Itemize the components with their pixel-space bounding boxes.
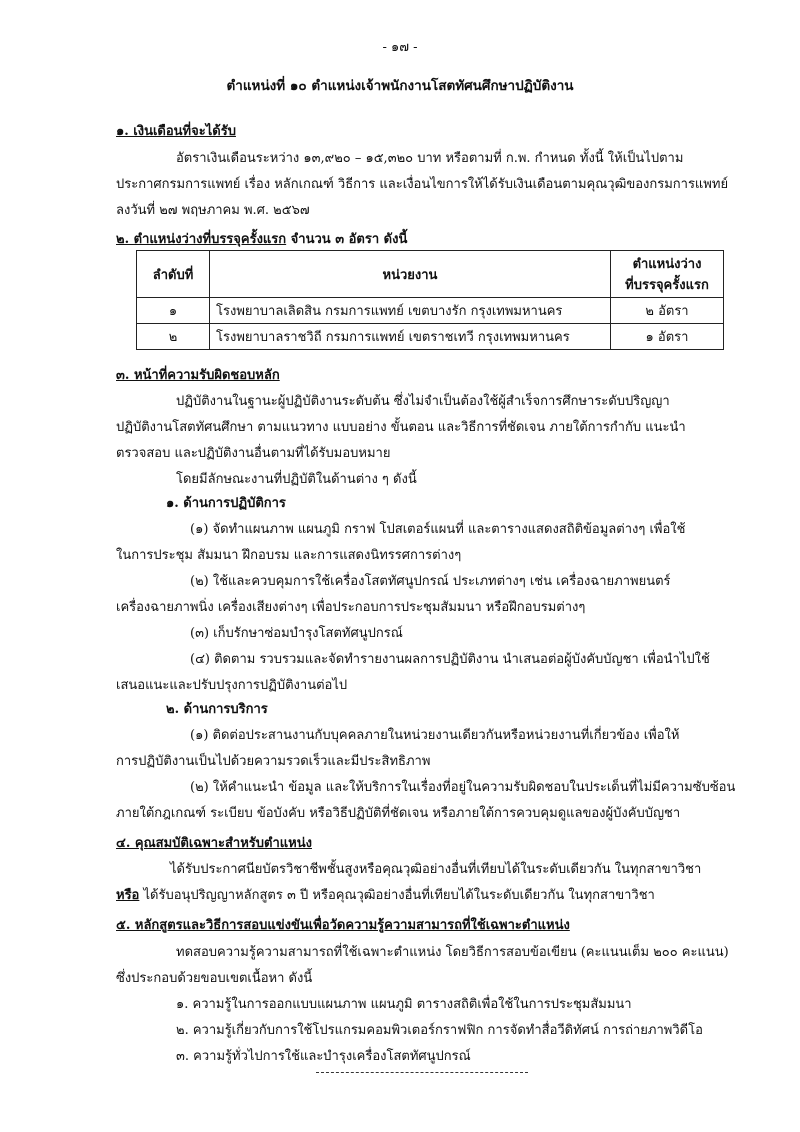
section-4-line: ได้รับประกาศนียบัตรวิชาชีพชั้นสูงหรือคุณวุฒิอย่างอื่นที่เทียบได้ในระดับเดียวกัน ในทุกสาขาวิชา [170,862,702,877]
section-4-line [116,884,716,905]
subsection-operations-heading: ๑. ด้านการปฏิบัติการ [166,496,286,511]
section-3-heading-text: ๓. หน้าที่ความรับผิดชอบหลัก [116,368,280,383]
row-vacancy: ๒ อัตรา [611,298,724,324]
section-4-line-rest: ได้รับอนุปริญญาหลักสูตร ๓ ปี หรือคุณวุฒิอย่างอื่นที่เทียบได้ในระดับเดียวกัน ในทุกสาขาวิชา [139,888,655,903]
column-header-vacancy [611,251,724,298]
section-2-heading-text: ๒. ตำแหน่งว่างที่บรรจุครั้งแรก [116,232,287,247]
operations-item-line: เครื่องฉายภาพนิ่ง เครื่องเสียงต่างๆ เพื่อประกอบการประชุมสัมมนา หรือฝึกอบรมต่างๆ [116,600,586,615]
vacancy-table [136,250,724,350]
table-row [137,324,724,350]
exam-scope-item: ๑. ความรู้ในการออกแบบแผนภาพ แผนภูมิ ตารางสถิติเพื่อใช้ในการประชุมสัมมนา [176,997,632,1012]
section-4-or: หรือ [116,888,140,903]
section-5-line: ซึ่งประกอบด้วยขอบเขตเนื้อหา ดังนี้ [116,971,313,986]
operations-item-line: เสนอแนะและปรับปรุงการปฏิบัติงานต่อไป [116,678,348,693]
service-item-line: (๑) ติดต่อประสานงานกับบุคคลภายในหน่วยงานเดียวกันหรือหน่วยงานที่เกี่ยวข้อง เพื่อให้ [190,728,680,743]
table-row [137,298,724,324]
section-2-heading [116,228,716,249]
section-5-heading-text: ๕. หลักสูตรและวิธีการสอบแข่งขันเพื่อวัดความรู้ความสามารถที่ใช้เฉพาะตำแหน่ง [116,918,570,933]
service-item-line: (๒) ให้คำแนะนำ ข้อมูล และให้บริการในเรื่องที่อยู่ในความรับผิดชอบในประเด็นที่ไม่มีความซับซ้อน [190,780,736,795]
column-header-unit: หน่วยงาน [210,251,611,298]
page-title: ตำแหน่งที่ ๑๐ ตำแหน่งเจ้าพนักงานโสตทัศนศึกษาปฏิบัติงาน [226,78,574,94]
row-order: ๑ [137,298,210,324]
section-1-line: ลงวันที่ ๒๗ พฤษภาคม พ.ศ. ๒๕๖๗ [116,203,310,218]
operations-item-line: (๓) เก็บรักษาซ่อมบำรุงโสตทัศนูปกรณ์ [190,626,403,641]
section-3-intro-line: ปฏิบัติงานโสตทัศนศึกษา ตามแนวทาง แบบอย่าง ขั้นตอน และวิธีการที่ชัดเจน ภายใต้การกำกับ แนะนำ [116,420,686,435]
section-3-intro-line: ปฏิบัติงานในฐานะผู้ปฏิบัติงานระดับต้น ซึ่งไม่จำเป็นต้องใช้ผู้สำเร็จการศึกษาระดับปริญญา [176,394,670,409]
row-order: ๒ [137,324,210,350]
section-1-heading-text: ๑. เงินเดือนที่จะได้รับ [116,124,236,139]
row-unit: โรงพยาบาลเลิดสิน กรมการแพทย์ เขตบางรัก กรุงเทพมหานคร [210,298,611,324]
operations-item-line: (๑) จัดทำแผนภาพ แผนภูมิ กราฟ โปสเตอร์แผนที่ และตารางแสดงสถิติข้อมูลต่างๆ เพื่อใช้ [190,522,686,537]
operations-item-line: ในการประชุม สัมมนา ฝึกอบรม และการแสดงนิทรรศการต่างๆ [116,548,462,563]
exam-scope-item: ๓. ความรู้ทั่วไปการใช้และบำรุงเครื่องโสตทัศนูปกรณ์ [176,1049,471,1064]
column-header-order: ลำดับที่ [137,251,210,298]
subsection-service-heading: ๒. ด้านการบริการ [166,702,268,717]
section-3-lead: โดยมีลักษณะงานที่ปฏิบัติในด้านต่าง ๆ ดังนี้ [176,472,417,487]
section-5-heading [116,914,716,935]
row-vacancy: ๑ อัตรา [611,324,724,350]
section-1-line: อัตราเงินเดือนระหว่าง ๑๓,๙๒๐ – ๑๕,๓๒๐ บาท หรือตามที่ ก.พ. กำหนด ทั้งนี้ ให้เป็นไปตาม [176,151,684,166]
section-1-heading [116,120,716,141]
section-1-line: ประกาศกรมการแพทย์ เรื่อง หลักเกณฑ์ วิธีการ และเงื่อนไขการให้ได้รับเงินเดือนตามคุณวุฒิของกรมการแพทย์ [116,177,729,192]
operations-item-line: (๔) ติดตาม รวบรวมและจัดทำรายงานผลการปฏิบัติงาน นำเสนอต่อผู้บังคับบัญชา เพื่อนำไปใช้ [190,652,710,667]
section-4-heading [116,832,716,853]
operations-item-line: (๒) ใช้และควบคุมการใช้เครื่องโสตทัศนูปกรณ์ ประเภทต่างๆ เช่น เครื่องฉายภาพยนตร์ [190,574,671,589]
section-5-line: ทดสอบความรู้ความสามารถที่ใช้เฉพาะตำแหน่ง โดยวิธีการสอบข้อเขียน (คะแนนเต็ม ๒๐๐ คะแนน) [176,945,729,960]
end-divider [316,1072,528,1073]
section-3-intro-line: ตรวจสอบ และปฏิบัติงานอื่นตามที่ได้รับมอบหมาย [116,446,391,461]
section-4-heading-text: ๔. คุณสมบัติเฉพาะสำหรับตำแหน่ง [116,836,312,851]
row-unit: โรงพยาบาลราชวิถี กรมการแพทย์ เขตราชเทวี กรุงเทพมหานคร [210,324,611,350]
section-3-heading [116,364,716,385]
service-item-line: ภายใต้กฎเกณฑ์ ระเบียบ ข้อบังคับ หรือวิธีปฏิบัติที่ชัดเจน หรือภายใต้การควบคุมดูแลของผู้บังคับบัญชา [116,806,681,821]
column-header-vacancy-line1: ตำแหน่งว่าง [632,257,702,272]
page-number: - ๑๗ - [382,40,418,55]
service-item-line: การปฏิบัติงานเป็นไปด้วยความรวดเร็วและมีประสิทธิภาพ [116,754,431,769]
table-header-row [137,251,724,298]
section-2-heading-tail: จำนวน ๓ อัตรา ดังนี้ [286,232,408,247]
exam-scope-item: ๒. ความรู้เกี่ยวกับการใช้โปรแกรมคอมพิวเตอร์กราฟฟิก การจัดทำสื่อวีดิทัศน์ การถ่ายภาพวิดีโอ [176,1023,703,1038]
column-header-vacancy-line2: ที่บรรจุครั้งแรก [625,278,709,293]
